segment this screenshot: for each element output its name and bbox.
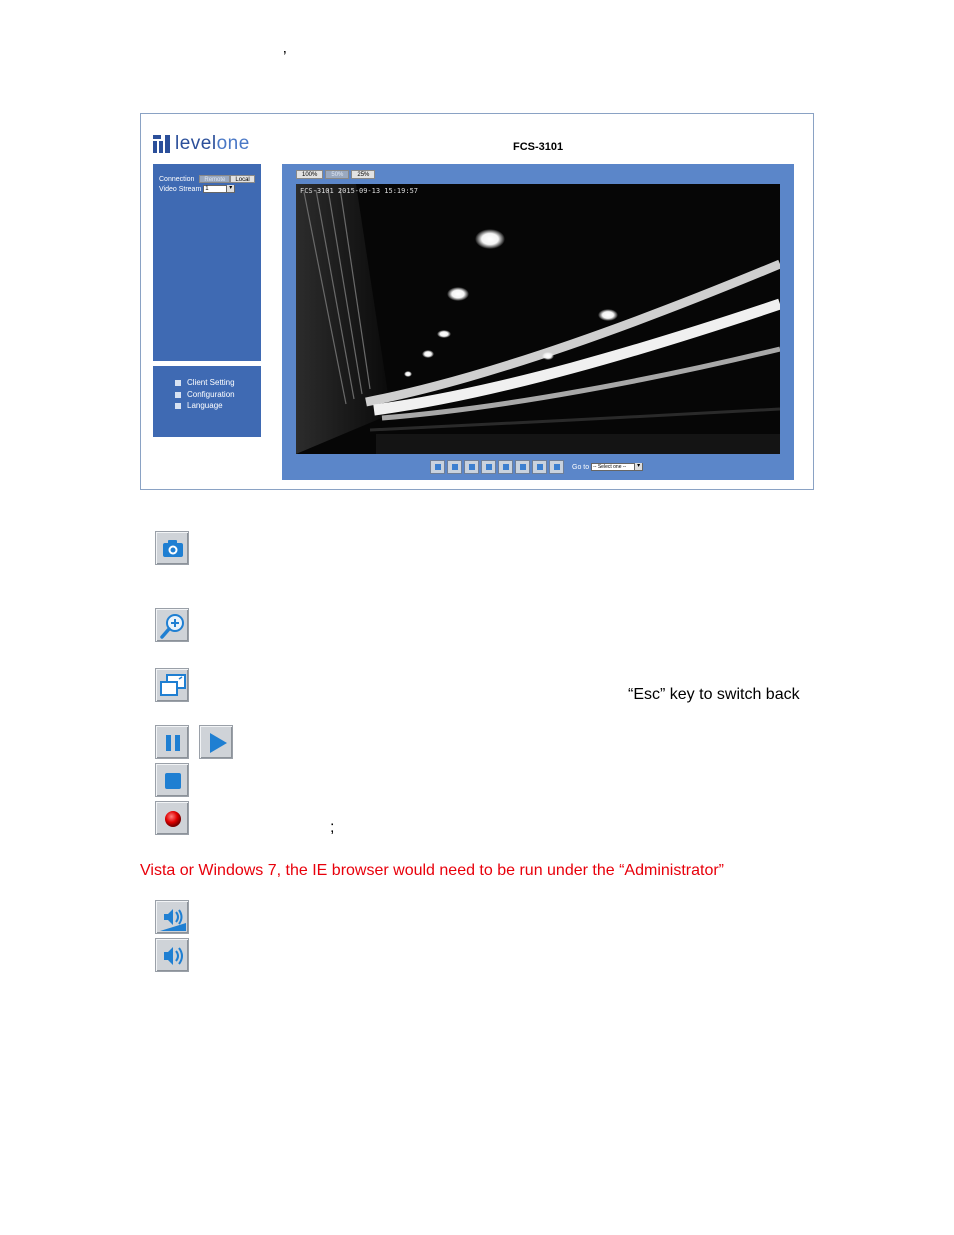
ceiling-camera-image <box>296 184 780 454</box>
record-icon <box>155 801 189 835</box>
configuration-icon <box>175 392 181 398</box>
fullscreen-icon <box>155 668 189 702</box>
play-icon <box>199 725 233 759</box>
sidebar-settings-panel <box>153 164 261 361</box>
bar-stop-icon[interactable] <box>498 460 513 474</box>
live-video[interactable] <box>296 184 780 454</box>
video-stream-row: Video Stream 1 ▾ <box>159 185 235 193</box>
talk-icon <box>155 900 189 934</box>
bar-talk-icon[interactable] <box>532 460 547 474</box>
snapshot-icon <box>155 531 189 565</box>
esc-instruction-text: “Esc” key to switch back <box>628 686 800 703</box>
bar-pause-icon[interactable] <box>481 460 496 474</box>
menu-configuration[interactable]: Configuration <box>175 390 235 399</box>
menu-language[interactable]: Language <box>175 401 223 410</box>
levelone-logo-text: levelone <box>175 133 250 154</box>
zoom-50-button[interactable]: 50% <box>325 170 349 179</box>
bar-record-icon[interactable] <box>515 460 530 474</box>
language-icon <box>175 403 181 409</box>
sidebar-menu-panel <box>153 366 261 437</box>
bar-snapshot-icon[interactable] <box>430 460 445 474</box>
player-control-bar <box>430 460 643 474</box>
digital-zoom-icon <box>155 608 189 642</box>
bar-volume-icon[interactable] <box>549 460 564 474</box>
bar-zoom-icon[interactable] <box>447 460 462 474</box>
doc-comma: ’ <box>283 49 287 66</box>
video-stream-select[interactable]: 1 ▾ <box>203 185 235 193</box>
zoom-25-button[interactable]: 25% <box>351 170 375 179</box>
bar-fullscreen-icon[interactable] <box>464 460 479 474</box>
goto-control: Go to -- Select one -- ▾ <box>572 463 643 471</box>
video-viewer-panel <box>282 164 794 480</box>
camera-web-ui-screenshot <box>140 113 814 490</box>
client-setting-icon <box>175 380 181 386</box>
pause-icon <box>155 725 189 759</box>
levelone-logo-mark-icon <box>153 135 171 153</box>
levelone-logo <box>153 134 250 154</box>
volume-icon <box>155 938 189 972</box>
timestamp-overlay: FCS-3101 2015-09-13 15:19:57 <box>300 187 419 195</box>
connection-row: Connection Remote Local <box>159 175 255 183</box>
zoom-bar <box>296 170 375 179</box>
model-title: FCS-3101 <box>513 141 564 153</box>
connection-remote-button[interactable]: Remote <box>199 175 230 183</box>
menu-client-setting[interactable]: Client Setting <box>175 378 235 387</box>
zoom-100-button[interactable]: 100% <box>296 170 323 179</box>
goto-select[interactable]: -- Select one -- ▾ <box>591 463 643 471</box>
connection-local-button[interactable]: Local <box>230 175 254 183</box>
doc-semicolon: ; <box>330 819 335 836</box>
stop-icon <box>155 763 189 797</box>
administrator-note: Vista or Windows 7, the IE browser would need to be run under the “Administrator” <box>140 862 724 879</box>
